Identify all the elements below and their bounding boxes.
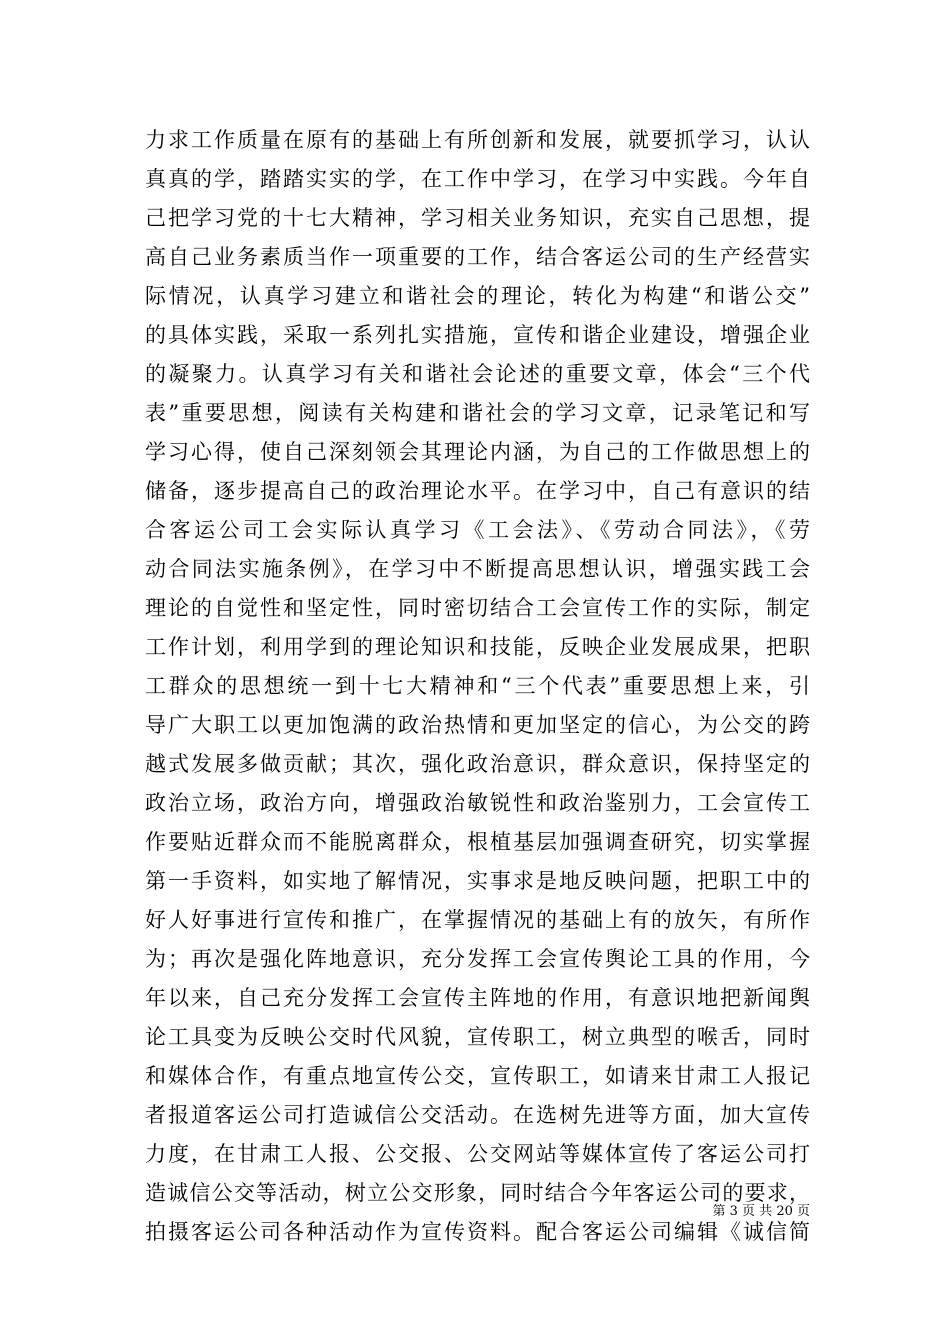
text-line: 导广大职工以更加饱满的政治热情和更加坚定的信心，为公交的跨 bbox=[145, 713, 810, 737]
text-line: 政治立场，政治方向，增强政治敏锐性和政治鉴别力，工会宣传工 bbox=[145, 791, 810, 815]
text-line: 学习心得，使自己深刻领会其理论内涵，为自己的工作做思想上的 bbox=[145, 440, 810, 464]
body-paragraph bbox=[145, 121, 810, 1252]
text-line: 的凝聚力。认真学习有关和谐社会论述的重要文章，体会“三个代 bbox=[145, 362, 810, 386]
text-line: 者报道客运公司打造诚信公交活动。在选树先进等方面，加大宣传 bbox=[145, 1103, 810, 1127]
text-line: 的具体实践，采取一系列扎实措施，宣传和谐企业建设，增强企业 bbox=[145, 323, 810, 347]
text-line: 论工具变为反映公交时代风貌，宣传职工，树立典型的喉舌，同时 bbox=[145, 1025, 810, 1049]
text-line: 己把学习党的十七大精神，学习相关业务知识，充实自己思想，提 bbox=[145, 206, 810, 230]
page-number-footer: 第 3 页 共 20 页 bbox=[712, 1204, 810, 1219]
text-line: 第一手资料，如实地了解情况，实事求是地反映问题，把职工中的 bbox=[145, 869, 810, 893]
text-line: 年以来，自己充分发挥工会宣传主阵地的作用，有意识地把新闻舆 bbox=[145, 986, 810, 1010]
text-line: 表”重要思想，阅读有关构建和谐社会的学习文章，记录笔记和写 bbox=[145, 401, 810, 425]
text-line: 动合同法实施条例》，在学习中不断提高思想认识，增强实践工会 bbox=[145, 557, 810, 581]
text-line: 际情况，认真学习建立和谐社会的理论，转化为构建“和谐公交” bbox=[145, 284, 810, 308]
text-line: 高自己业务素质当作一项重要的工作，结合客运公司的生产经营实 bbox=[145, 245, 810, 269]
text-line: 工群众的思想统一到十七大精神和“三个代表”重要思想上来，引 bbox=[145, 674, 810, 698]
text-line: 拍摄客运公司各种活动作为宣传资料。配合客运公司编辑《诚信简 bbox=[145, 1220, 810, 1244]
text-line: 好人好事进行宣传和推广，在掌握情况的基础上有的放矢，有所作 bbox=[145, 908, 810, 932]
text-line: 理论的自觉性和坚定性，同时密切结合工会宣传工作的实际，制定 bbox=[145, 596, 810, 620]
text-line: 越式发展多做贡献；其次，强化政治意识，群众意识，保持坚定的 bbox=[145, 752, 810, 776]
text-line: 力求工作质量在原有的基础上有所创新和发展，就要抓学习，认认 bbox=[145, 128, 810, 152]
text-line: 真真的学，踏踏实实的学，在工作中学习，在学习中实践。今年自 bbox=[145, 167, 810, 191]
text-line: 和媒体合作，有重点地宣传公交，宣传职工，如请来甘肃工人报记 bbox=[145, 1064, 810, 1088]
text-line: 作要贴近群众而不能脱离群众，根植基层加强调查研究，切实掌握 bbox=[145, 830, 810, 854]
text-line: 为；再次是强化阵地意识，充分发挥工会宣传舆论工具的作用，今 bbox=[145, 947, 810, 971]
text-line: 工作计划，利用学到的理论知识和技能，反映企业发展成果，把职 bbox=[145, 635, 810, 659]
text-line: 储备，逐步提高自己的政治理论水平。在学习中，自己有意识的结 bbox=[145, 479, 810, 503]
text-line: 造诚信公交等活动，树立公交形象，同时结合今年客运公司的要求， bbox=[145, 1181, 810, 1205]
text-line: 力度，在甘肃工人报、公交报、公交网站等媒体宣传了客运公司打 bbox=[145, 1142, 810, 1166]
text-line: 合客运公司工会实际认真学习《工会法》、《劳动合同法》，《劳 bbox=[145, 518, 810, 542]
